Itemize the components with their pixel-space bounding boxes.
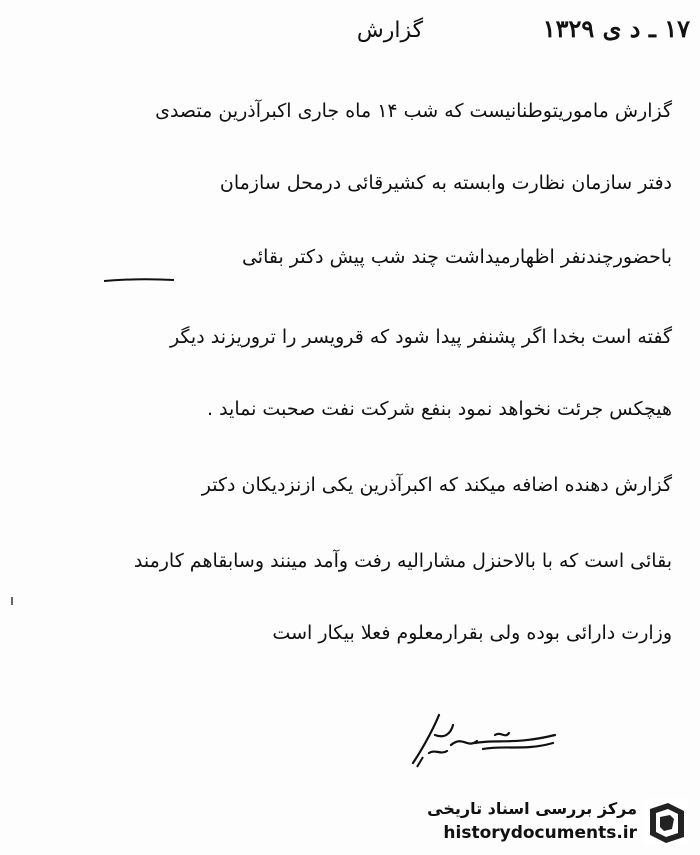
- watermark: [402, 797, 692, 849]
- body-line: هیچکس جرئت نخواهد نمود بنفع شرکت نفت صحبت نماید .: [206, 398, 672, 420]
- stray-ink-mark: [10, 590, 14, 598]
- body-line: وزارت دارائی بوده ولی بقرارمعلوم فعلا بیکار است: [272, 622, 672, 644]
- body-line: گزارش دهنده اضافه میکند که اکبرآذرین یکی ازنزدیکان دکتر: [201, 474, 672, 496]
- body-line: دفتر سازمان نظارت وابسته به کشیرقائی درمحل سازمان: [219, 172, 672, 194]
- watermark-url: historydocuments.ir: [443, 823, 637, 843]
- body-line: گفته است بخدا اگر پشنفر پیدا شود که قرویسر را تروریزند دیگر: [169, 326, 672, 348]
- body-line: بقائی است که با بالاحنزل مشارالیه رفت وآمد مینند وسابقاهم کارمند: [133, 550, 672, 572]
- handwritten-signature: [405, 705, 565, 775]
- archive-logo-icon: [644, 799, 688, 845]
- document-title: گزارش: [356, 18, 424, 43]
- watermark-title: مرکز بررسی اسناد تاریخی: [427, 799, 637, 818]
- body-line: باحضورچندنفر اظهارمیداشت چند شب پیش دکتر بقائی: [241, 246, 672, 268]
- handwritten-underline: [104, 278, 174, 282]
- body-line: گزارش ماموریتوطنانیست که شب ۱۴ ماه جاری اکبرآذرین متصدی: [155, 100, 672, 122]
- document-date: ۱۷ ـ د ی ۱۳۲۹: [542, 14, 690, 43]
